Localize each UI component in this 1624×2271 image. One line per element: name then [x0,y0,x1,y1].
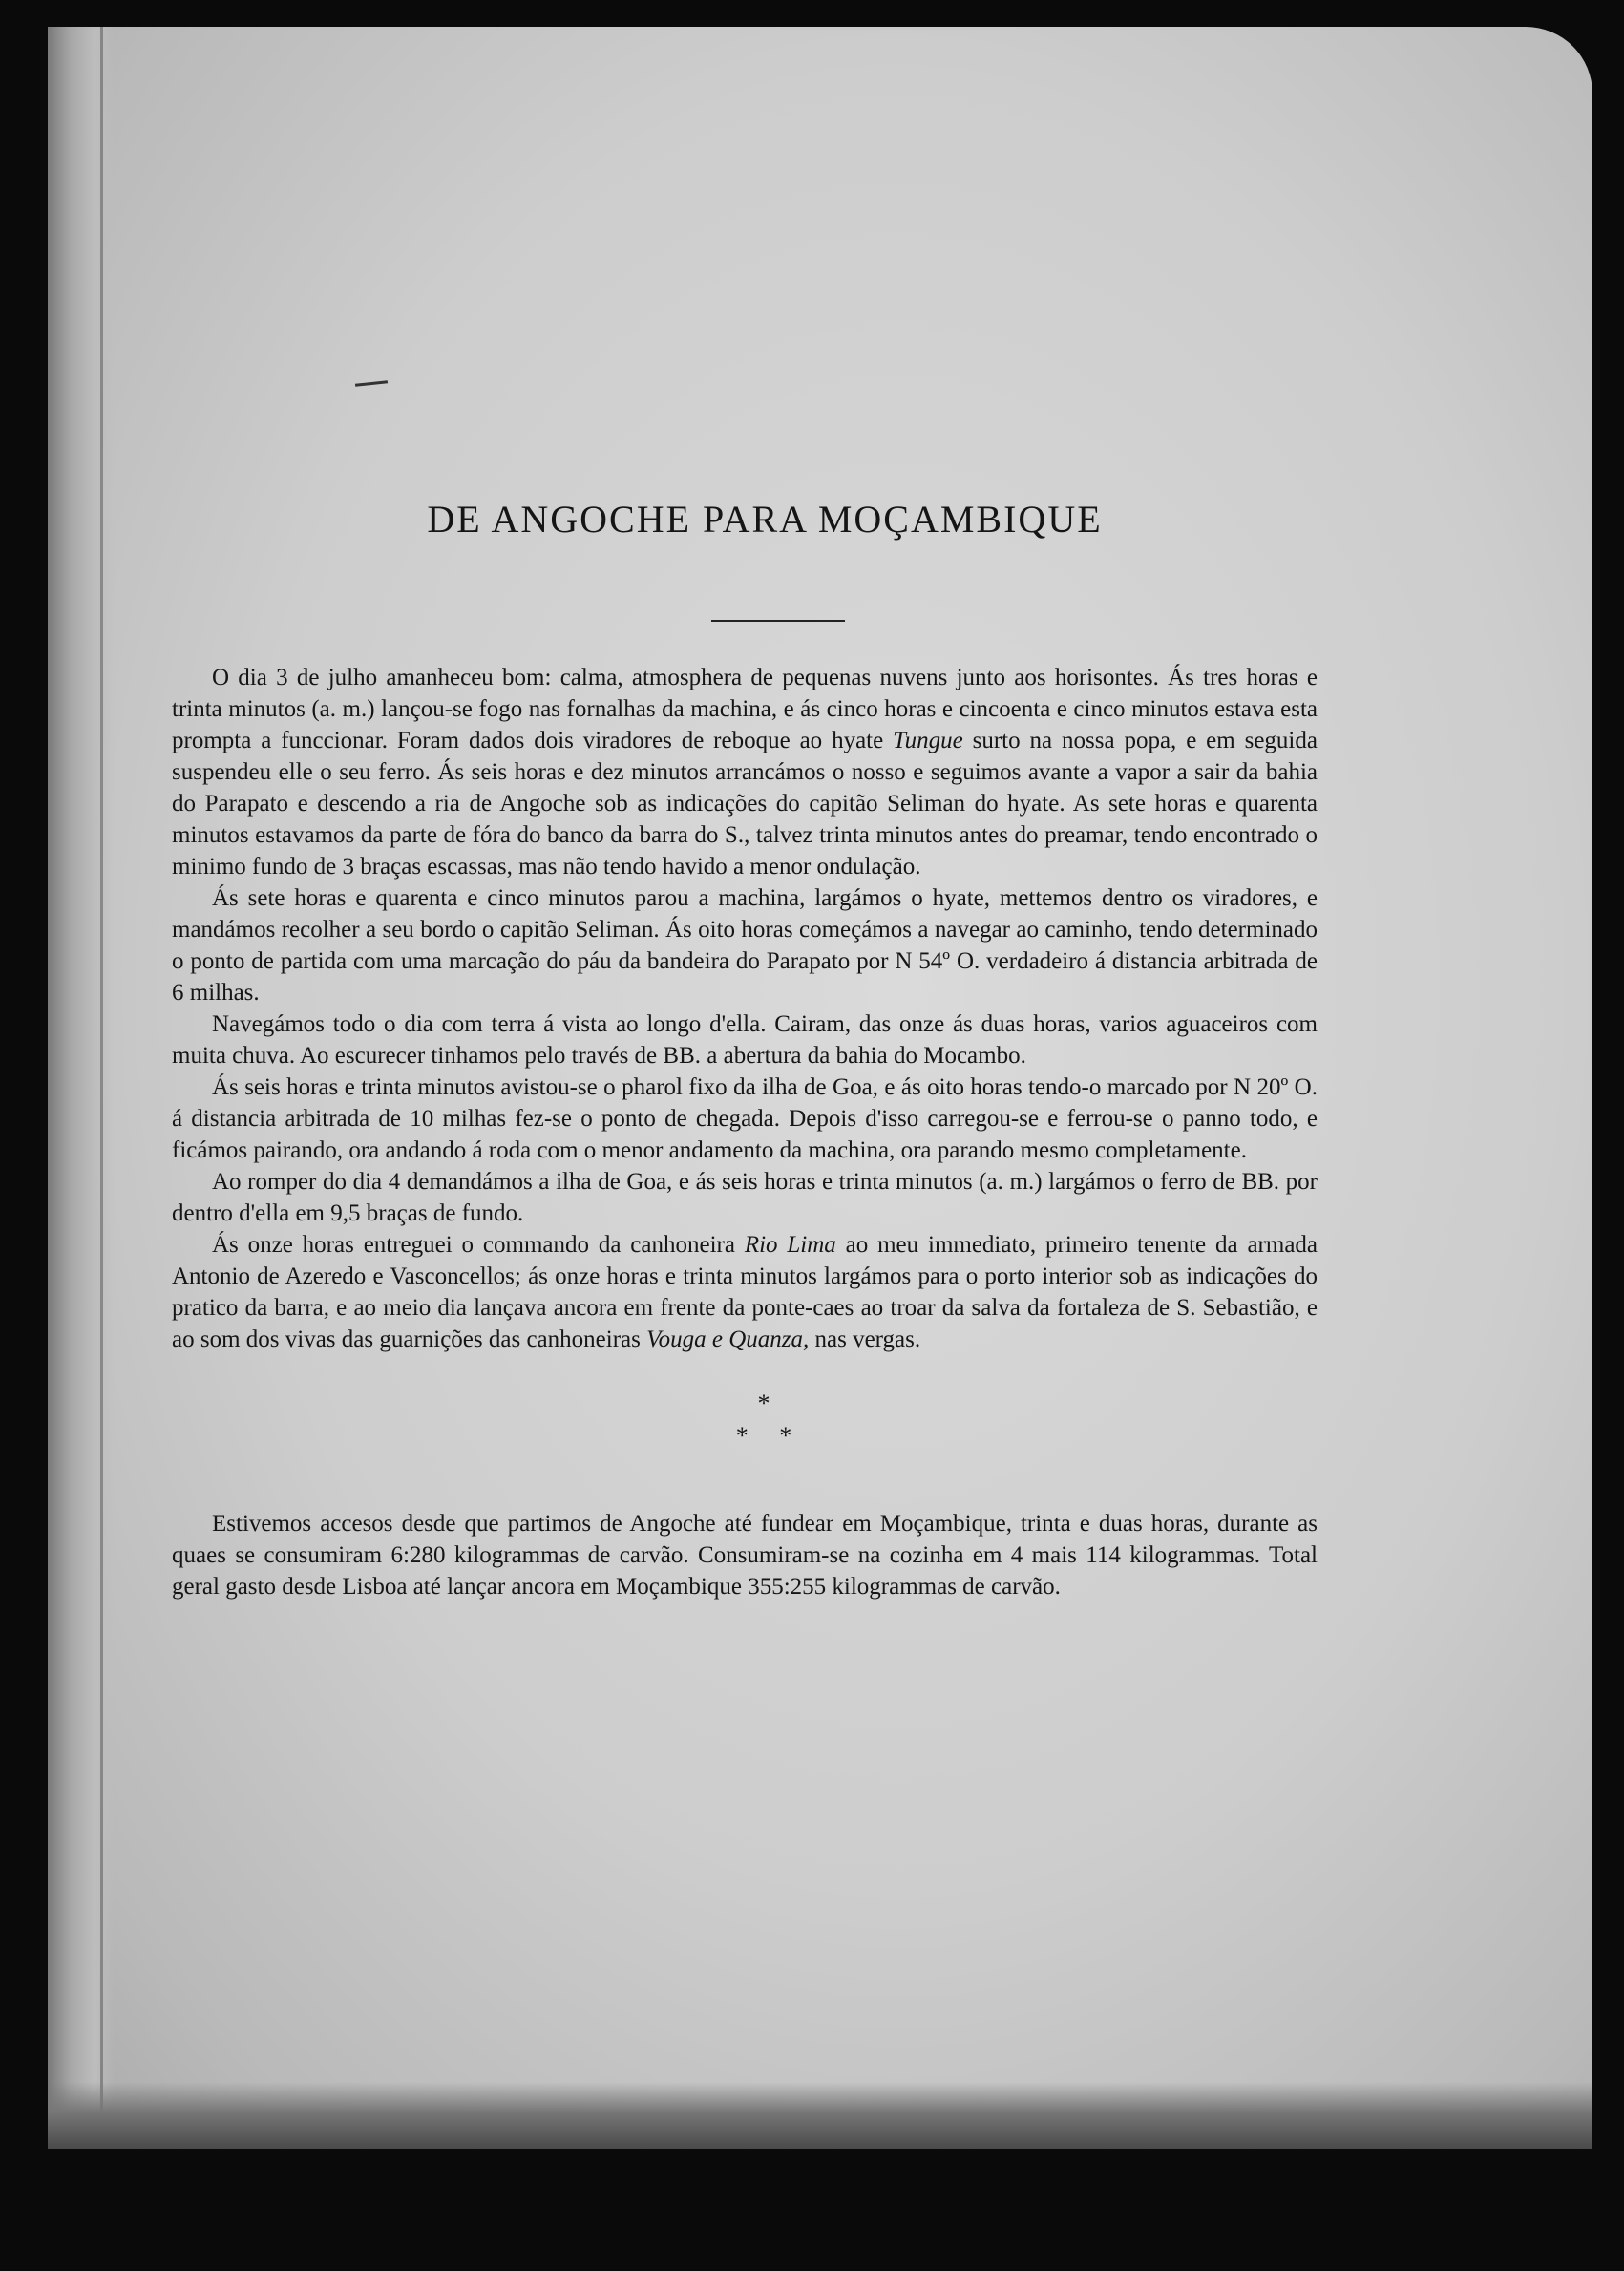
paragraph-3: Navegámos todo o dia com terra á vista ao longo d'ella. Cairam, das onze ás duas horas, varios aguaceiros com muita chuva. Ao escurecer tinhamos pelo través de BB. a abertura da bahia do Mocambo. [172,1011,1318,1069]
paragraph-5: Ao romper do dia 4 demandámos a ilha de Goa, e ás seis horas e trinta minutos (a. m.) largámos o ferro de BB. por dentro d'ella em 9,5 braças de fundo. [172,1169,1318,1226]
title-rule [711,620,845,622]
document-body [172,497,1318,1602]
document-title: DE ANGOCHE PARA MOÇAMBIQUE [427,498,1103,541]
binding-line [100,27,103,2149]
paragraph-4: Ás seis horas e trinta minutos avistou-se o pharol fixo da ilha de Goa, e ás oito horas tendo-o marcado por N 20º O. á distancia arbitrada de 10 milhas fez-se o ponto de chegada. Depois d'isso carregou-se e ferrou-se o panno todo, e ficámos pairando, ora andando á roda com o menor andamento da machina, ora parando mesmo completamente. [172,1074,1318,1163]
section-asterism [210,1388,1318,1453]
closing-text [172,1508,1318,1602]
asterism-top: * [757,1390,770,1417]
stray-ink-mark [355,380,388,387]
paragraph-1: O dia 3 de julho amanheceu bom: calma, atmosphera de pequenas nuvens junto aos horisontes. Ás tres horas e trinta minutos (a. m.) lançou-se fogo nas fornalhas da machina, e ás cinco horas e cincoenta e cinco minutos estava esta prompta a funccionar. Foram dados dois viradores de reboque ao hyate Tungue surto na nossa popa, e em seguida suspendeu elle o seu ferro. Ás seis horas e dez minutos arrancámos o nosso e seguimos avante a vapor a sair da bahia do Parapato e descendo a ria de Angoche sob as indicações do capitão Seliman do hyate. As sete horas e quarenta minutos estavamos da parte de fóra do banco da barra do S., talvez trinta minutos antes do preamar, tendo encontrado o minimo fundo de 3 braças escassas, mas não tendo havido a menor ondulação. [172,665,1318,880]
page-spine-shadow [48,27,115,2149]
asterism-bottom: * * [735,1422,792,1450]
bottom-scan-edge [48,2082,1592,2149]
paragraph-6: Ás onze horas entreguei o commando da canhoneira Rio Lima ao meu immediato, primeiro tenente da armada Antonio de Azeredo e Vasconcellos; ás onze horas e trinta minutos largámos para o porto interior sob as indicações do pratico da barra, e ao meio dia lançava ancora em frente da ponte-caes ao troar da salva da fortaleza de S. Sebastião, e ao som dos vivas das guarnições das canhoneiras Vouga e Quanza, nas vergas. [172,1232,1318,1352]
paragraph-2: Ás sete horas e quarenta e cinco minutos parou a machina, largámos o hyate, mettemos dentro os viradores, e mandámos recolher a seu bordo o capitão Seliman. Ás oito horas começámos a navegar ao caminho, tendo determinado o ponto de partida com uma marcação do páu da bandeira do Parapato por N 54º O. verdadeiro á distancia arbitrada de 6 milhas. [172,885,1318,1006]
main-text [172,662,1318,1355]
closing-paragraph: Estivemos accesos desde que partimos de Angoche até fundear em Moçambique, trinta e duas horas, durante as quaes se consumiram 6:280 kilogrammas de carvão. Consumiram-se na cozinha em 4 mais 114 kilogrammas. Total geral gasto desde Lisboa até lançar ancora em Moçambique 355:255 kilogrammas de carvão. [172,1511,1318,1600]
